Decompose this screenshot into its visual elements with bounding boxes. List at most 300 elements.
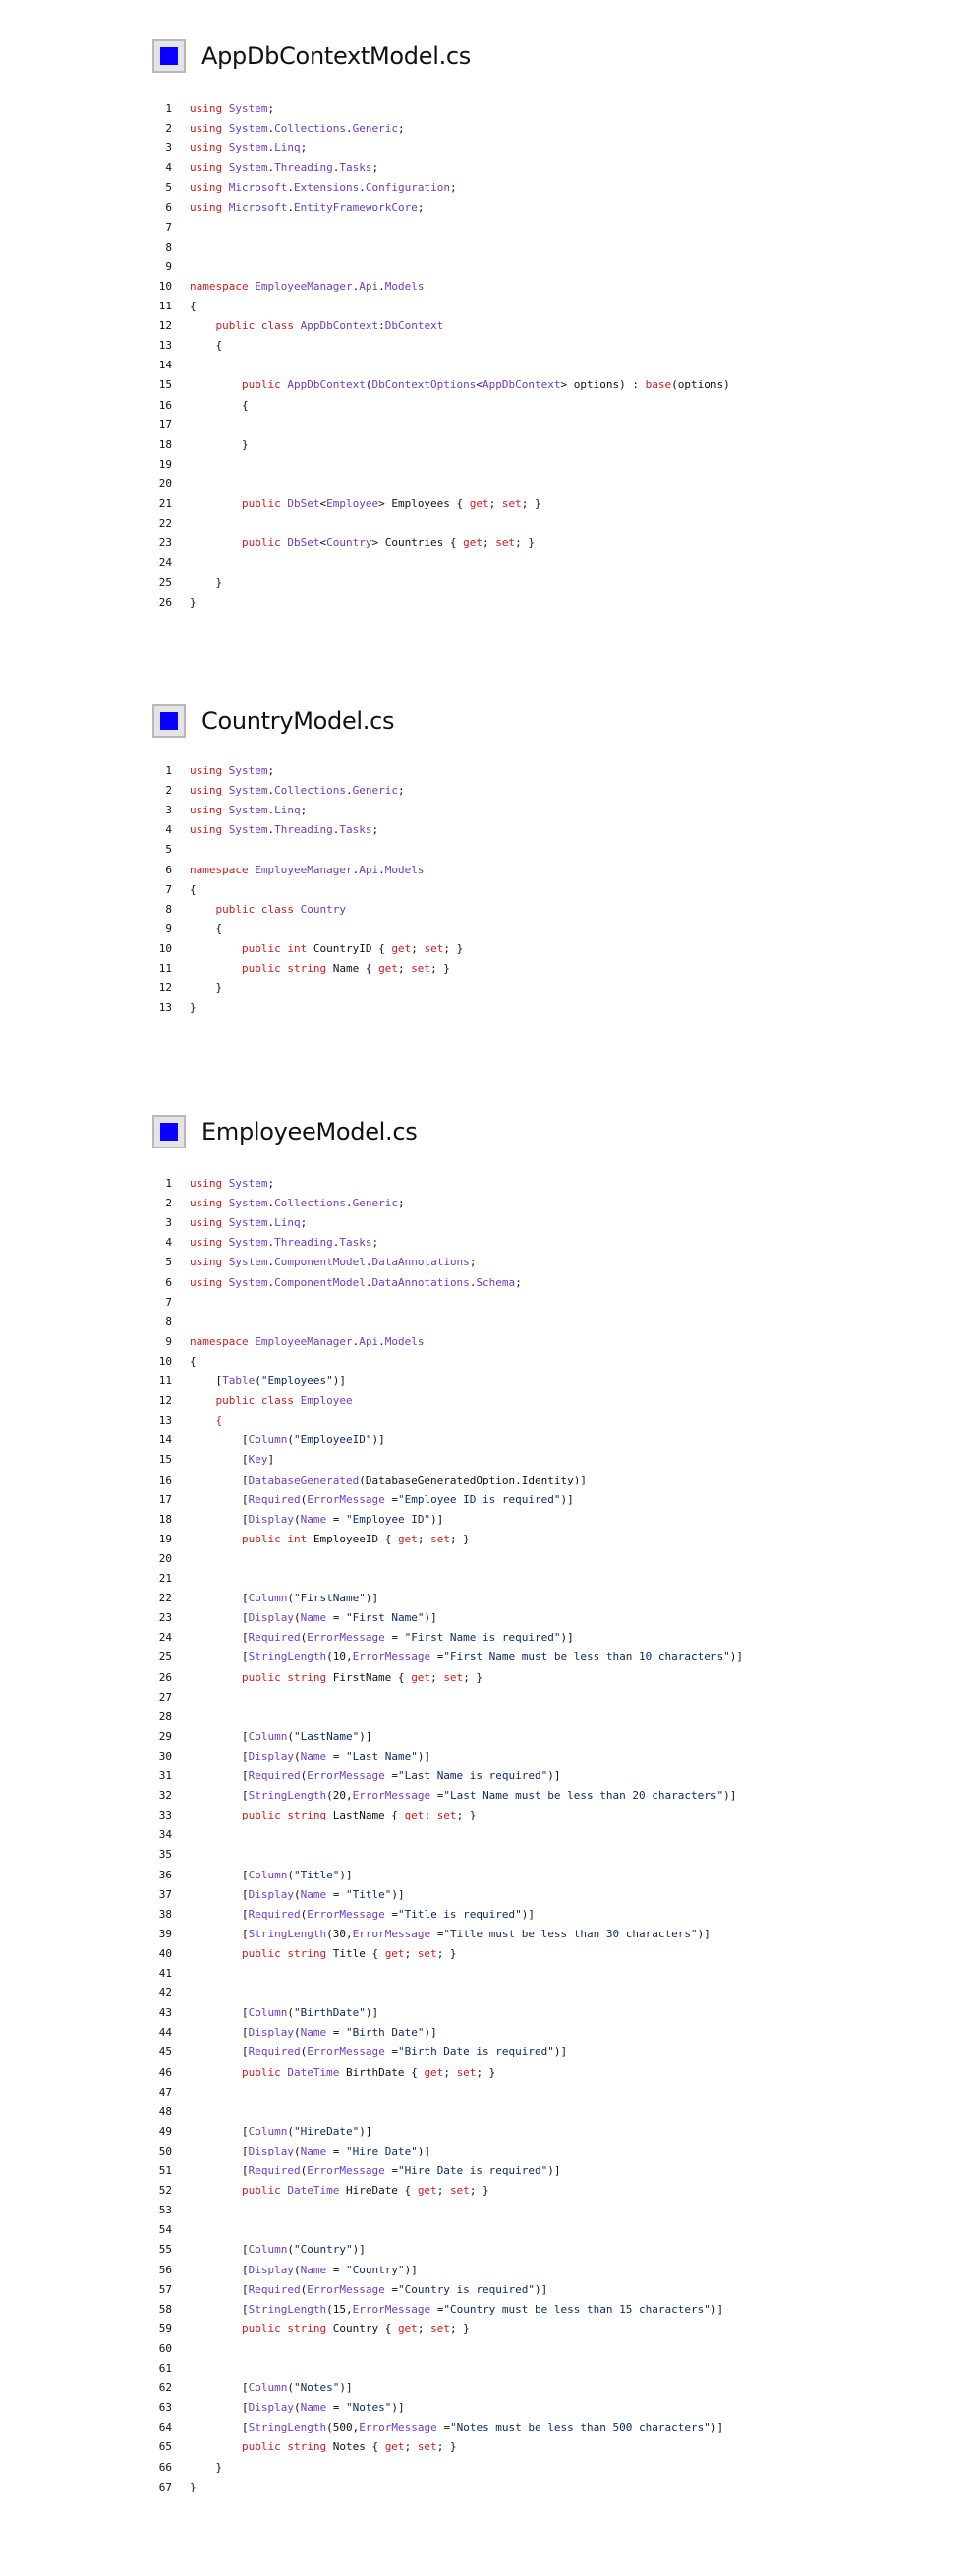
code-token: Api bbox=[359, 1334, 379, 1348]
code-line bbox=[0, 2220, 967, 2240]
code-token: = bbox=[430, 2302, 444, 2316]
code-line bbox=[0, 939, 967, 959]
code-token: Threading bbox=[274, 1236, 333, 1250]
code-token: HireDate { bbox=[345, 2184, 418, 2198]
code-token: < bbox=[319, 536, 327, 550]
code-token: { bbox=[190, 398, 249, 412]
code-text bbox=[190, 2003, 378, 2023]
code-text bbox=[190, 1530, 470, 1549]
code-token: . bbox=[352, 1334, 360, 1348]
code-line bbox=[0, 1490, 967, 1510]
code-token: )] bbox=[560, 1631, 574, 1645]
code-token: } bbox=[190, 981, 223, 995]
code-token: [ bbox=[190, 2243, 249, 2257]
code-token: > options) : bbox=[560, 378, 646, 392]
code-token: )] bbox=[404, 2263, 418, 2276]
code-token: base bbox=[645, 378, 672, 392]
code-token: "Employees" bbox=[260, 1374, 333, 1387]
code-line bbox=[0, 781, 967, 801]
code-token bbox=[190, 962, 242, 975]
code-token: Required bbox=[248, 2282, 301, 2296]
code-text bbox=[190, 198, 424, 218]
code-token: ; bbox=[430, 1670, 444, 1684]
code-token: System bbox=[228, 161, 268, 175]
code-token: "Last Name must be less than 20 characters" bbox=[443, 1789, 724, 1803]
code-token: Generic bbox=[352, 1197, 398, 1210]
code-token: Employee bbox=[326, 497, 379, 510]
code-token: ; bbox=[443, 2065, 457, 2079]
line-number: 58 bbox=[158, 2302, 172, 2316]
code-line bbox=[0, 1727, 967, 1747]
code-token: = bbox=[430, 1927, 444, 1940]
code-token: . bbox=[352, 279, 360, 293]
code-token: Display bbox=[248, 2144, 294, 2157]
code-token: Threading bbox=[274, 823, 333, 837]
file-icon bbox=[152, 1115, 186, 1148]
code-token: ( bbox=[287, 2243, 294, 2257]
code-line bbox=[0, 801, 967, 820]
code-token: Name bbox=[300, 1887, 327, 1901]
line-number: 65 bbox=[158, 2440, 172, 2454]
line-number: 45 bbox=[158, 2045, 172, 2059]
code-token: Display bbox=[248, 2401, 294, 2415]
code-token: (10, bbox=[326, 1651, 353, 1664]
code-token: )] bbox=[417, 2144, 431, 2157]
line-number: 48 bbox=[158, 2104, 172, 2118]
code-token: using bbox=[190, 200, 229, 214]
code-token: ( bbox=[287, 1592, 294, 1605]
code-token: DatabaseGenerated bbox=[248, 1473, 360, 1486]
code-token bbox=[190, 1394, 216, 1407]
code-token: namespace bbox=[190, 279, 256, 293]
code-token: Linq bbox=[274, 141, 301, 155]
line-number: 53 bbox=[158, 2204, 172, 2217]
code-token: . bbox=[267, 823, 275, 837]
code-token: ErrorMessage bbox=[307, 2282, 385, 2296]
code-text bbox=[190, 1510, 443, 1530]
line-number: 63 bbox=[158, 2401, 172, 2415]
code-token: )] bbox=[553, 2045, 568, 2059]
code-token: )] bbox=[332, 1374, 346, 1387]
code-line bbox=[0, 1391, 967, 1411]
code-token: . bbox=[267, 804, 275, 817]
code-text bbox=[190, 1806, 476, 1825]
code-token: using bbox=[190, 1197, 229, 1210]
code-line bbox=[0, 1253, 967, 1272]
code-token: using bbox=[190, 804, 229, 817]
code-line bbox=[0, 2280, 967, 2300]
code-token: ; } bbox=[430, 962, 450, 975]
code-text bbox=[190, 2063, 495, 2083]
code-text bbox=[190, 336, 222, 356]
line-number: 20 bbox=[158, 476, 172, 490]
code-token: ; } bbox=[436, 2440, 457, 2454]
code-text bbox=[190, 573, 222, 592]
code-token: ; bbox=[300, 804, 308, 817]
code-text bbox=[190, 139, 307, 158]
line-number: 12 bbox=[158, 1394, 172, 1408]
code-token: . bbox=[267, 122, 275, 136]
code-token: )] bbox=[535, 2282, 548, 2296]
code-token: ( bbox=[300, 2282, 308, 2296]
line-number: 28 bbox=[158, 1709, 172, 1723]
code-line bbox=[0, 1885, 967, 1905]
code-line bbox=[0, 2181, 967, 2201]
code-text bbox=[190, 178, 457, 197]
code-token: using bbox=[190, 1177, 229, 1190]
code-token: (20, bbox=[326, 1789, 353, 1803]
code-token: Tasks bbox=[339, 1236, 372, 1250]
code-line bbox=[0, 2339, 967, 2359]
code-token: { bbox=[190, 922, 223, 935]
code-text bbox=[190, 1944, 457, 1964]
code-token: System bbox=[228, 1216, 268, 1230]
code-text bbox=[190, 593, 197, 613]
code-token: set bbox=[436, 1809, 457, 1822]
line-number: 18 bbox=[158, 1512, 172, 1526]
line-number: 30 bbox=[158, 1749, 172, 1763]
line-number: 8 bbox=[165, 1315, 172, 1328]
line-number: 66 bbox=[158, 2460, 172, 2474]
code-token: )] bbox=[430, 1512, 444, 1526]
line-number: 5 bbox=[165, 843, 172, 857]
code-token: ; bbox=[515, 1275, 522, 1289]
code-token: Models bbox=[384, 1334, 425, 1348]
code-token: ( bbox=[293, 1887, 301, 1901]
code-line bbox=[0, 998, 967, 1018]
code-text bbox=[190, 2320, 470, 2339]
code-token: ; } bbox=[449, 2322, 470, 2335]
code-token: ErrorMessage bbox=[352, 1651, 431, 1664]
code-token: public bbox=[241, 2184, 288, 2198]
code-token: ; } bbox=[469, 2184, 489, 2198]
code-token: ( bbox=[300, 1769, 308, 1782]
code-token: ; bbox=[267, 764, 275, 777]
code-line bbox=[0, 2300, 967, 2320]
code-token: "Last Name is required" bbox=[397, 1769, 548, 1782]
code-token: Display bbox=[248, 1887, 294, 1901]
code-token: ; } bbox=[443, 941, 464, 955]
code-line bbox=[0, 1845, 967, 1865]
line-number: 61 bbox=[158, 2362, 172, 2375]
code-text bbox=[190, 1391, 353, 1411]
code-token: = bbox=[326, 2144, 346, 2157]
line-number: 9 bbox=[165, 922, 172, 935]
code-text bbox=[190, 761, 274, 781]
line-number: 21 bbox=[158, 1572, 172, 1585]
code-token: ( bbox=[300, 1907, 308, 1921]
code-line bbox=[0, 1313, 967, 1332]
line-number: 20 bbox=[158, 1551, 172, 1565]
line-number: 35 bbox=[158, 1848, 172, 1862]
code-token: Display bbox=[248, 2263, 294, 2276]
line-number: 25 bbox=[158, 1651, 172, 1664]
code-token: using bbox=[190, 122, 229, 136]
code-token: DateTime bbox=[287, 2065, 346, 2079]
code-token: ErrorMessage bbox=[352, 1789, 431, 1803]
code-token: ( bbox=[287, 1433, 294, 1447]
code-token: [ bbox=[190, 1473, 249, 1486]
code-token: Api bbox=[359, 279, 379, 293]
code-token: ( bbox=[255, 1374, 261, 1387]
code-token: )] bbox=[352, 2243, 366, 2257]
code-token: ErrorMessage bbox=[352, 1927, 431, 1940]
code-token: ErrorMessage bbox=[359, 2421, 437, 2435]
code-token: { bbox=[190, 882, 197, 896]
code-text bbox=[190, 1411, 222, 1430]
code-token: StringLength bbox=[248, 1927, 327, 1940]
code-token: . bbox=[378, 279, 385, 293]
code-token: . bbox=[287, 181, 294, 195]
code-token: "Title is required" bbox=[397, 1907, 522, 1921]
code-token: { bbox=[190, 1354, 197, 1368]
code-line bbox=[0, 1510, 967, 1530]
code-text bbox=[190, 2240, 366, 2260]
code-line bbox=[0, 2458, 967, 2478]
code-token: Column bbox=[248, 1592, 288, 1605]
code-token: ; } bbox=[456, 1809, 477, 1822]
code-token: )] bbox=[710, 2302, 724, 2316]
code-token: [ bbox=[190, 1631, 249, 1645]
code-token: ( bbox=[300, 2045, 308, 2059]
code-token: Threading bbox=[274, 161, 333, 175]
line-number: 18 bbox=[158, 437, 172, 451]
code-token: [ bbox=[190, 1453, 249, 1467]
code-text bbox=[190, 2398, 405, 2418]
code-token: = bbox=[326, 2401, 346, 2415]
code-token: Linq bbox=[274, 1216, 301, 1230]
code-line bbox=[0, 178, 967, 197]
code-token: Name bbox=[300, 2263, 327, 2276]
code-token: DataAnnotations bbox=[371, 1256, 470, 1269]
code-token: Generic bbox=[352, 122, 398, 136]
code-text bbox=[190, 1628, 574, 1648]
code-line bbox=[0, 1825, 967, 1845]
code-token: [ bbox=[190, 2302, 249, 2316]
code-token: . bbox=[469, 1275, 477, 1289]
code-token: set bbox=[443, 1670, 464, 1684]
code-token: System bbox=[228, 1197, 268, 1210]
line-number: 42 bbox=[158, 1987, 172, 2000]
code-line bbox=[0, 1747, 967, 1766]
code-token: } bbox=[190, 437, 249, 451]
code-token: ; bbox=[371, 823, 379, 837]
code-token: System bbox=[228, 1256, 268, 1269]
code-line bbox=[0, 1648, 967, 1667]
code-token: Extensions bbox=[293, 181, 360, 195]
code-token: ; } bbox=[476, 2065, 496, 2079]
line-number: 67 bbox=[158, 2480, 172, 2493]
code-line bbox=[0, 1806, 967, 1825]
code-text bbox=[190, 920, 222, 939]
code-line bbox=[0, 396, 967, 416]
code-token: public class bbox=[215, 319, 301, 333]
code-token: Required bbox=[248, 2164, 301, 2177]
code-token: Display bbox=[248, 1611, 294, 1625]
code-token bbox=[190, 536, 242, 549]
code-text bbox=[190, 998, 197, 1018]
code-line bbox=[0, 1194, 967, 1213]
code-text bbox=[190, 1885, 405, 1905]
code-token: )] bbox=[365, 1592, 379, 1605]
code-token: DbContextOptions bbox=[371, 378, 477, 392]
code-token: = bbox=[326, 1611, 346, 1625]
code-line bbox=[0, 979, 967, 998]
code-line bbox=[0, 1411, 967, 1430]
code-text bbox=[190, 2280, 547, 2300]
line-number: 2 bbox=[165, 1197, 172, 1210]
code-text bbox=[190, 494, 541, 514]
line-number: 60 bbox=[158, 2341, 172, 2355]
code-token: System bbox=[228, 1236, 268, 1250]
code-text bbox=[190, 1174, 274, 1194]
code-token: [ bbox=[190, 1611, 249, 1625]
code-token: < bbox=[319, 497, 327, 510]
code-token: ( bbox=[293, 2144, 301, 2157]
code-token bbox=[190, 1947, 242, 1960]
code-text bbox=[190, 2023, 437, 2043]
code-line bbox=[0, 2063, 967, 2083]
code-token: StringLength bbox=[248, 2302, 327, 2316]
code-token: . bbox=[267, 161, 275, 175]
code-token: get bbox=[469, 497, 489, 510]
code-token: get bbox=[378, 962, 398, 975]
code-text bbox=[190, 1747, 430, 1766]
line-number: 3 bbox=[165, 141, 172, 155]
code-text bbox=[190, 2043, 567, 2062]
code-token: System bbox=[228, 823, 268, 837]
code-token bbox=[190, 378, 242, 391]
code-line bbox=[0, 761, 967, 781]
code-token: Microsoft bbox=[228, 200, 288, 214]
code-token: using bbox=[190, 1275, 229, 1289]
code-token: . bbox=[378, 1334, 385, 1348]
code-token: Display bbox=[248, 1749, 294, 1763]
code-text bbox=[190, 158, 378, 178]
code-token: get bbox=[411, 1670, 431, 1684]
code-token: (30, bbox=[326, 1927, 353, 1940]
code-token: get bbox=[384, 1946, 405, 1960]
code-token: . bbox=[287, 200, 294, 214]
line-number: 7 bbox=[165, 220, 172, 234]
code-text bbox=[190, 533, 535, 553]
code-token: ; bbox=[417, 2322, 431, 2335]
code-token: Column bbox=[248, 2381, 288, 2395]
code-token: } bbox=[190, 595, 197, 609]
code-token: set bbox=[411, 962, 431, 975]
code-token: Models bbox=[384, 279, 425, 293]
code-line bbox=[0, 1628, 967, 1648]
line-number: 12 bbox=[158, 981, 172, 995]
code-token: get bbox=[384, 2440, 405, 2454]
code-token: "Hire Date is required" bbox=[397, 2164, 548, 2177]
line-number: 22 bbox=[158, 517, 172, 531]
code-token: . bbox=[352, 863, 360, 876]
code-line bbox=[0, 1589, 967, 1608]
line-number: 54 bbox=[158, 2223, 172, 2237]
line-number: 26 bbox=[158, 595, 172, 609]
code-token: ( bbox=[300, 2164, 308, 2177]
code-token: ErrorMessage bbox=[352, 2302, 431, 2316]
code-token: DateTime bbox=[287, 2184, 346, 2198]
code-token: = bbox=[326, 2026, 346, 2040]
code-token: [ bbox=[190, 1927, 249, 1940]
line-number: 51 bbox=[158, 2164, 172, 2177]
code-token: . bbox=[267, 784, 275, 798]
code-token: = bbox=[384, 1631, 405, 1645]
code-token: Collections bbox=[274, 784, 346, 798]
code-token bbox=[190, 1671, 242, 1684]
code-text bbox=[190, 1727, 371, 1747]
code-token: EmployeeManager bbox=[255, 1334, 353, 1348]
code-text bbox=[190, 2142, 430, 2161]
code-token: get bbox=[397, 1532, 418, 1545]
code-line bbox=[0, 880, 967, 900]
line-number: 10 bbox=[158, 941, 172, 955]
code-text bbox=[190, 1352, 197, 1372]
code-token: . bbox=[345, 122, 353, 136]
code-token: [ bbox=[190, 1769, 249, 1782]
code-token bbox=[190, 2184, 242, 2197]
code-line bbox=[0, 553, 967, 573]
line-number: 21 bbox=[158, 497, 172, 510]
code-token: public int bbox=[241, 941, 313, 955]
code-line bbox=[0, 2418, 967, 2437]
code-token: "BirthDate" bbox=[293, 2006, 366, 2020]
code-token: "First Name must be less than 10 characters" bbox=[443, 1651, 730, 1664]
code-token: ; bbox=[417, 1532, 431, 1545]
code-token: ( bbox=[365, 378, 372, 392]
code-line bbox=[0, 2379, 967, 2398]
code-line bbox=[0, 475, 967, 494]
code-token: Notes { bbox=[332, 2440, 385, 2454]
line-number: 38 bbox=[158, 1907, 172, 1921]
code-token: [ bbox=[190, 2263, 249, 2276]
code-token: System bbox=[228, 764, 268, 777]
code-token: ; bbox=[300, 1216, 308, 1230]
code-token: ; } bbox=[449, 1532, 470, 1545]
code-text bbox=[190, 2261, 418, 2280]
code-line bbox=[0, 2161, 967, 2181]
line-number: 33 bbox=[158, 1809, 172, 1822]
code-token: Name bbox=[300, 1512, 327, 1526]
code-line bbox=[0, 2023, 967, 2043]
code-token: Configuration bbox=[365, 181, 450, 195]
line-number: 2 bbox=[165, 122, 172, 136]
code-token: [ bbox=[190, 1868, 249, 1881]
code-text bbox=[190, 2437, 457, 2457]
code-token: "FirstName" bbox=[293, 1592, 366, 1605]
code-token: public string bbox=[241, 1946, 333, 1960]
code-line bbox=[0, 1866, 967, 1885]
code-token: "Title" bbox=[293, 1868, 340, 1881]
line-number: 47 bbox=[158, 2085, 172, 2099]
code-text bbox=[190, 1233, 378, 1253]
code-token: public class bbox=[215, 902, 301, 916]
code-token: DbSet bbox=[287, 536, 320, 550]
code-line bbox=[0, 2201, 967, 2220]
code-token: ; bbox=[371, 1236, 379, 1250]
line-number: 7 bbox=[165, 882, 172, 896]
code-token: [ bbox=[190, 2164, 249, 2177]
code-token: "Title" bbox=[345, 1887, 392, 1901]
code-token: DataAnnotations bbox=[371, 1275, 470, 1289]
line-number: 49 bbox=[158, 2124, 172, 2138]
line-number: 29 bbox=[158, 1729, 172, 1743]
line-number: 11 bbox=[158, 300, 172, 312]
code-token: public string bbox=[241, 2322, 333, 2335]
code-token: Column bbox=[248, 1729, 288, 1743]
